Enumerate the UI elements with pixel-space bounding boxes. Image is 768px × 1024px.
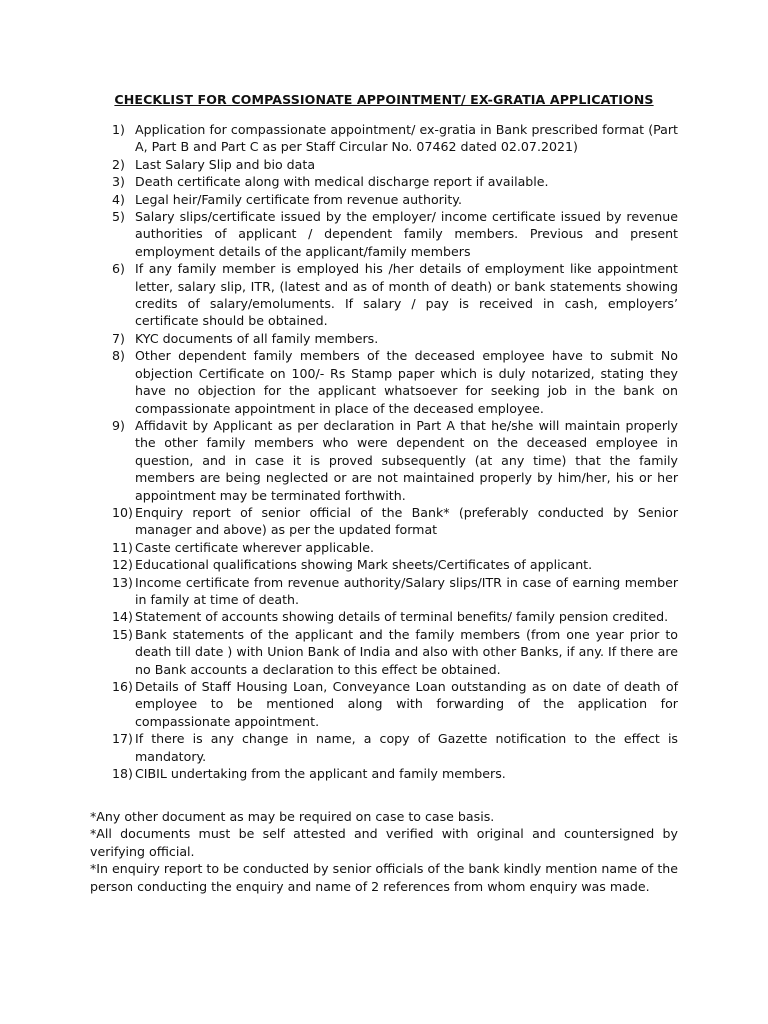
item-number: 14)	[112, 609, 133, 625]
checklist-item	[90, 678, 678, 730]
item-number: 1)	[112, 122, 125, 137]
checklist-item	[90, 539, 678, 556]
item-text: If there is any change in name, a copy of Gazette notification to the effect is mandatory.	[135, 731, 678, 764]
item-number: 10)	[112, 504, 133, 520]
checklist-item	[90, 417, 678, 504]
item-text: CIBIL undertaking from the applicant and family members.	[135, 766, 506, 782]
item-number: 7)	[112, 330, 125, 346]
item-number: 3)	[112, 174, 125, 190]
item-text: Caste certificate wherever applicable.	[135, 539, 374, 555]
checklist-item	[90, 121, 678, 156]
checklist-item	[90, 173, 678, 190]
item-text: Income certificate from revenue authority/Salary slips/ITR in case of earning member in family at time of death.	[135, 574, 678, 607]
item-number: 15)	[112, 626, 133, 642]
item-text: If any family member is employed his /her details of employment like appointment letter, salary slip, ITR, (latest and as of month of death) or bank statements showing credits of salary/emoluments. If salary / pay is received in cash, employers’ certificate should be obtained.	[135, 261, 678, 329]
checklist-item	[90, 347, 678, 417]
item-number: 2)	[112, 156, 125, 172]
item-number: 5)	[112, 209, 125, 225]
item-number: 12)	[112, 557, 133, 573]
footnote: *Any other document as may be required on case to case basis.	[90, 809, 495, 824]
item-text: Statement of accounts showing details of terminal benefits/ family pension credited.	[135, 609, 669, 625]
item-number: 13)	[112, 574, 133, 590]
checklist-item	[90, 191, 678, 208]
footnotes	[90, 808, 678, 895]
item-number: 9)	[112, 417, 125, 433]
item-text: Death certificate along with medical discharge report if available.	[135, 174, 549, 190]
item-text: Legal heir/Family certificate from revenue authority.	[135, 191, 462, 207]
item-text: KYC documents of all family members.	[135, 330, 379, 346]
document-title: CHECKLIST FOR COMPASSIONATE APPOINTMENT/ EX-GRATIA APPLICATIONS	[114, 92, 654, 107]
checklist-item	[90, 765, 678, 782]
item-number: 18)	[112, 766, 133, 782]
item-number: 16)	[112, 679, 133, 694]
checklist-item	[90, 260, 678, 330]
checklist-item	[90, 730, 678, 765]
item-number: 8)	[112, 348, 125, 364]
checklist-item	[90, 608, 678, 625]
checklist-item	[90, 156, 678, 173]
checklist-item	[90, 626, 678, 678]
item-text: Salary slips/certificate issued by the employer/ income certificate issued by revenue authorities of applicant / dependent family members. Previous and present employment details of the applicant/family members	[135, 209, 678, 259]
item-text: Educational qualifications showing Mark sheets/Certificates of applicant.	[135, 557, 593, 573]
item-text: Affidavit by Applicant as per declaration in Part A that he/she will maintain properly the other family members who were dependent on the deceased employee in question, and in case it is proved subsequently (at any time) that the family members are being neglected or are not maintained properly by him/her, his or her appointment may be terminated forthwith.	[135, 417, 678, 503]
item-text: Last Salary Slip and bio data	[135, 156, 316, 172]
item-text: Bank statements of the applicant and the family members (from one year prior to death till date ) with Union Bank of India and also with other Banks, if any. If there are no Bank accounts a declaration to this effect be obtained.	[135, 626, 678, 677]
item-number: 6)	[112, 261, 125, 277]
checklist-item	[90, 574, 678, 609]
checklist-item	[90, 556, 678, 573]
footnote: *In enquiry report to be conducted by senior officials of the bank kindly mention name of the person conducting the enquiry and name of 2 references from whom enquiry was made.	[90, 861, 678, 894]
checklist	[90, 121, 678, 782]
item-number: 11)	[112, 539, 133, 555]
checklist-item	[90, 330, 678, 347]
checklist-item	[90, 504, 678, 539]
footnote: *All documents must be self attested and verified with original and countersigned by verifying official.	[90, 826, 678, 859]
item-text: Details of Staff Housing Loan, Conveyance Loan outstanding as on date of death of employee to be mentioned along with forwarding of the application for compassionate appointment.	[135, 679, 678, 729]
checklist-item	[90, 208, 678, 260]
item-number: 17)	[112, 731, 133, 747]
item-number: 4)	[112, 191, 125, 207]
item-text: Enquiry report of senior official of the Bank* (preferably conducted by Senior manager and above) as per the updated format	[135, 504, 678, 538]
item-text: Other dependent family members of the deceased employee have to submit No objection Certificate on 100/- Rs Stamp paper which is duly notarized, stating they have no objection for the applicant whatsoever for seeking job in the bank on compassionate appointment in place of the deceased employee.	[135, 348, 678, 416]
item-text: Application for compassionate appointment/ ex-gratia in Bank prescribed format (Part A, Part B and Part C as per Staff Circular No. 07462 dated 02.07.2021)	[135, 122, 678, 155]
